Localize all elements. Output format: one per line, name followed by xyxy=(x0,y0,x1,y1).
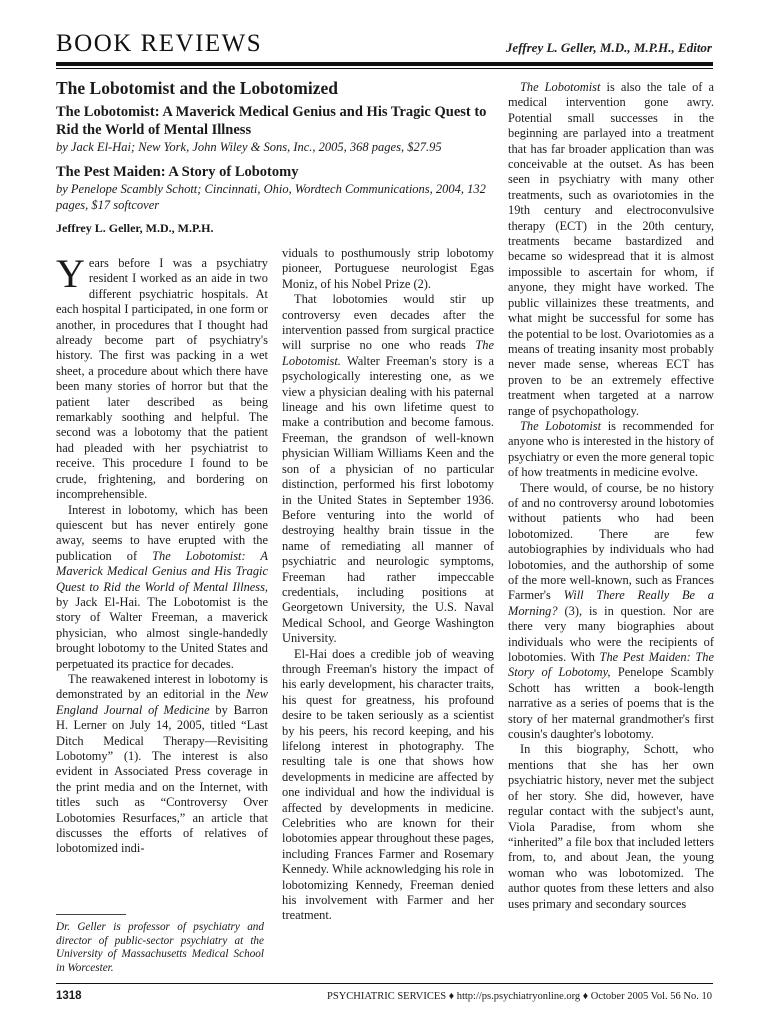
paragraph: The reawakened interest in lobotomy is demonstrated by an editorial in the New England Journal of Medicine by Barron H. Lerner on July 14, 2005, titled “Last Ditch Medical Therapy—Revisiting Lobotomy” (1). The interest is also evident in Associated Press coverage in the print media and on the Internet, with titles such as “Controversy Over Lobotomies Resurfaces,” an article that discusses the efforts of relatives of lobotomized indi- xyxy=(56,671,268,856)
page-number: 1318 xyxy=(56,990,82,1002)
book-2-title: The Pest Maiden: A Story of Lobotomy xyxy=(56,163,299,180)
paragraph: Years before I was a psychiatry resident I worked as an aide in two different psychiatric hospitals. At each hospital I participated, in one form or another, in procedures that I thought had already become part of psychiatry's history. The first was packing in a wet sheet, a procedure about which there have been many stories of horror but that the patient later described as being remarkably soothing and helpful. The second was a lobotomy that the patient had pleaded with her psychiatrist to receive. This procedure I found to be crude, frightening, and bordering on incomprehensible. xyxy=(56,256,268,502)
header-rule-thick xyxy=(56,62,713,66)
paragraph: Interest in lobotomy, which has been quiescent but has never entirely gone away, seems to have erupted with the publication of The Lobotomist: A Maverick Medical Genius and His Tragic Quest to Rid the World of Mental Illness, by Jack El-Hai. The Lobotomist is the story of Walter Freeman, a maverick physician, who almost single-handedly brought lobotomy to the United States and perpetuated its practice for decades. xyxy=(56,502,268,671)
article-heading xyxy=(56,78,496,236)
body-column-2 xyxy=(282,246,494,981)
journal-footer: PSYCHIATRIC SERVICES ♦ http://ps.psychiatryonline.org ♦ October 2005 Vol. 56 No. 10 xyxy=(327,991,712,1002)
paragraph: In this biography, Schott, who mentions that she has her own psychiatric history, never met the subject of her story. She did, however, have regular contact with the subject's aunt, Viola Paradise, from whom she “inherited” a file box that included letters from, to, and about Jean, the young woman who was lobotomized. The author quotes from these letters and also uses primary and secondary sources xyxy=(508,742,714,911)
paragraph: There would, of course, be no history of and no controversy around lobotomies without patients who had been lobotomized. There are few autobiographies by individuals who had lobotomies, and the authorship of some of the more well-known, such as Frances Farmer's Will There Really Be a Morning? (3), is in question. Nor are there very many biographies about individuals who were the recipients of lobotomies. With The Pest Maiden: The Story of Lobotomy, Penelope Scambly Schott has written a book-length narrative as a series of poems that is the story of her maternal grandmother's first cousin's daughter's lobotomy. xyxy=(508,480,714,742)
article-title: The Lobotomist and the Lobotomized xyxy=(56,78,338,98)
header-rule-thin xyxy=(56,68,713,69)
book-1-meta: by Jack El-Hai; New York, John Wiley & Sons, Inc., 2005, 368 pages, $27.95 xyxy=(56,139,442,154)
paragraph: That lobotomies would stir up controversy even decades after the intervention passed from surgical practice will surprise no one who reads The Lobotomist. Walter Freeman's story is a psychologically interesting one, as we view a physician dealing with his paternal lineage and his own lifetime quest to make a contribution and become famous. Freeman, the grandson of well-known physician William Williams Keen and the son of a physician of no particular distinction, performed his first lobotomy in the United States in September 1936. Before venturing into the world of destroying healthy brain tissue in the name of remediating all manner of psychiatric and neurologic symptoms, Freeman had rather impeccable credentials, including positions at Georgetown University, the U.S. Naval Medical School, and George Washington University. xyxy=(282,292,494,646)
section-editor: Jeffrey L. Geller, M.D., M.P.H., Editor xyxy=(505,40,712,55)
paragraph: The Lobotomist is recommended for anyone who is interested in the history of psychiatry or even the more general topic of how treatments in medicine evolve. xyxy=(508,418,714,480)
book-2-meta: by Penelope Scambly Schott; Cincinnati, Ohio, Wordtech Communications, 2004, 132 pages, $17 softcover xyxy=(56,181,486,212)
paragraph: The Lobotomist is also the tale of a medical intervention gone awry. Potential small successes in the beginning are parlayed into a treatment that has far broader application than was conceivable at the outset. As has been seen in psychiatry with many other treatments, such as ovariotomies in the 19th century and electroconvulsive therapy (ECT) in the 20th century, treatments became bastardized and became so widespread that it is almost impossible to ascertain for whom, if anyone, they might have worked. The public villainizes these treatments, and what might be successful for some has the potential to be lost. Ovariotomies as a means of treating insanity most probably never made sense, whereas ECT has proven to be an extremely effective treatment when targeted at a narrow range of psychopathology. xyxy=(508,80,714,418)
body-column-1 xyxy=(56,256,268,896)
author-footnote: Dr. Geller is professor of psychiatry and director of public-sector psychiatry at the University of Massachusetts Medical School in Worcester. xyxy=(56,921,264,974)
footnote-rule xyxy=(56,914,126,915)
review-byline: Jeffrey L. Geller, M.D., M.P.H. xyxy=(56,221,214,236)
paragraph: viduals to posthumously strip lobotomy pioneer, Portuguese neurologist Egas Moniz, of his Nobel Prize (2). xyxy=(282,246,494,291)
paragraph: El-Hai does a credible job of weaving through Freeman's history the impact of his early development, his character traits, his quest for greatness, his profound desire to be taken seriously as a scientist by his peers, his record keeping, and his lifelong interest in photography. The resulting tale is one that shows how developments in medicine are affected by one individual and how the individual is affected by developments in medicine. Celebrities who are known for their lobotomies appear throughout these pages, including Frances Farmer and Rosemary Kennedy. While acknowledging his role in lobotomizing Kennedy, Freeman denied his involvement with Farmer and her treatment. xyxy=(282,646,494,923)
footer-rule xyxy=(56,983,713,984)
body-column-3 xyxy=(508,80,714,980)
drop-cap: Y xyxy=(56,256,85,296)
section-title: BOOK REVIEWS xyxy=(56,30,263,57)
book-1-title: The Lobotomist: A Maverick Medical Genius and His Tragic Quest to Rid the World of Mental Illness xyxy=(56,104,487,138)
